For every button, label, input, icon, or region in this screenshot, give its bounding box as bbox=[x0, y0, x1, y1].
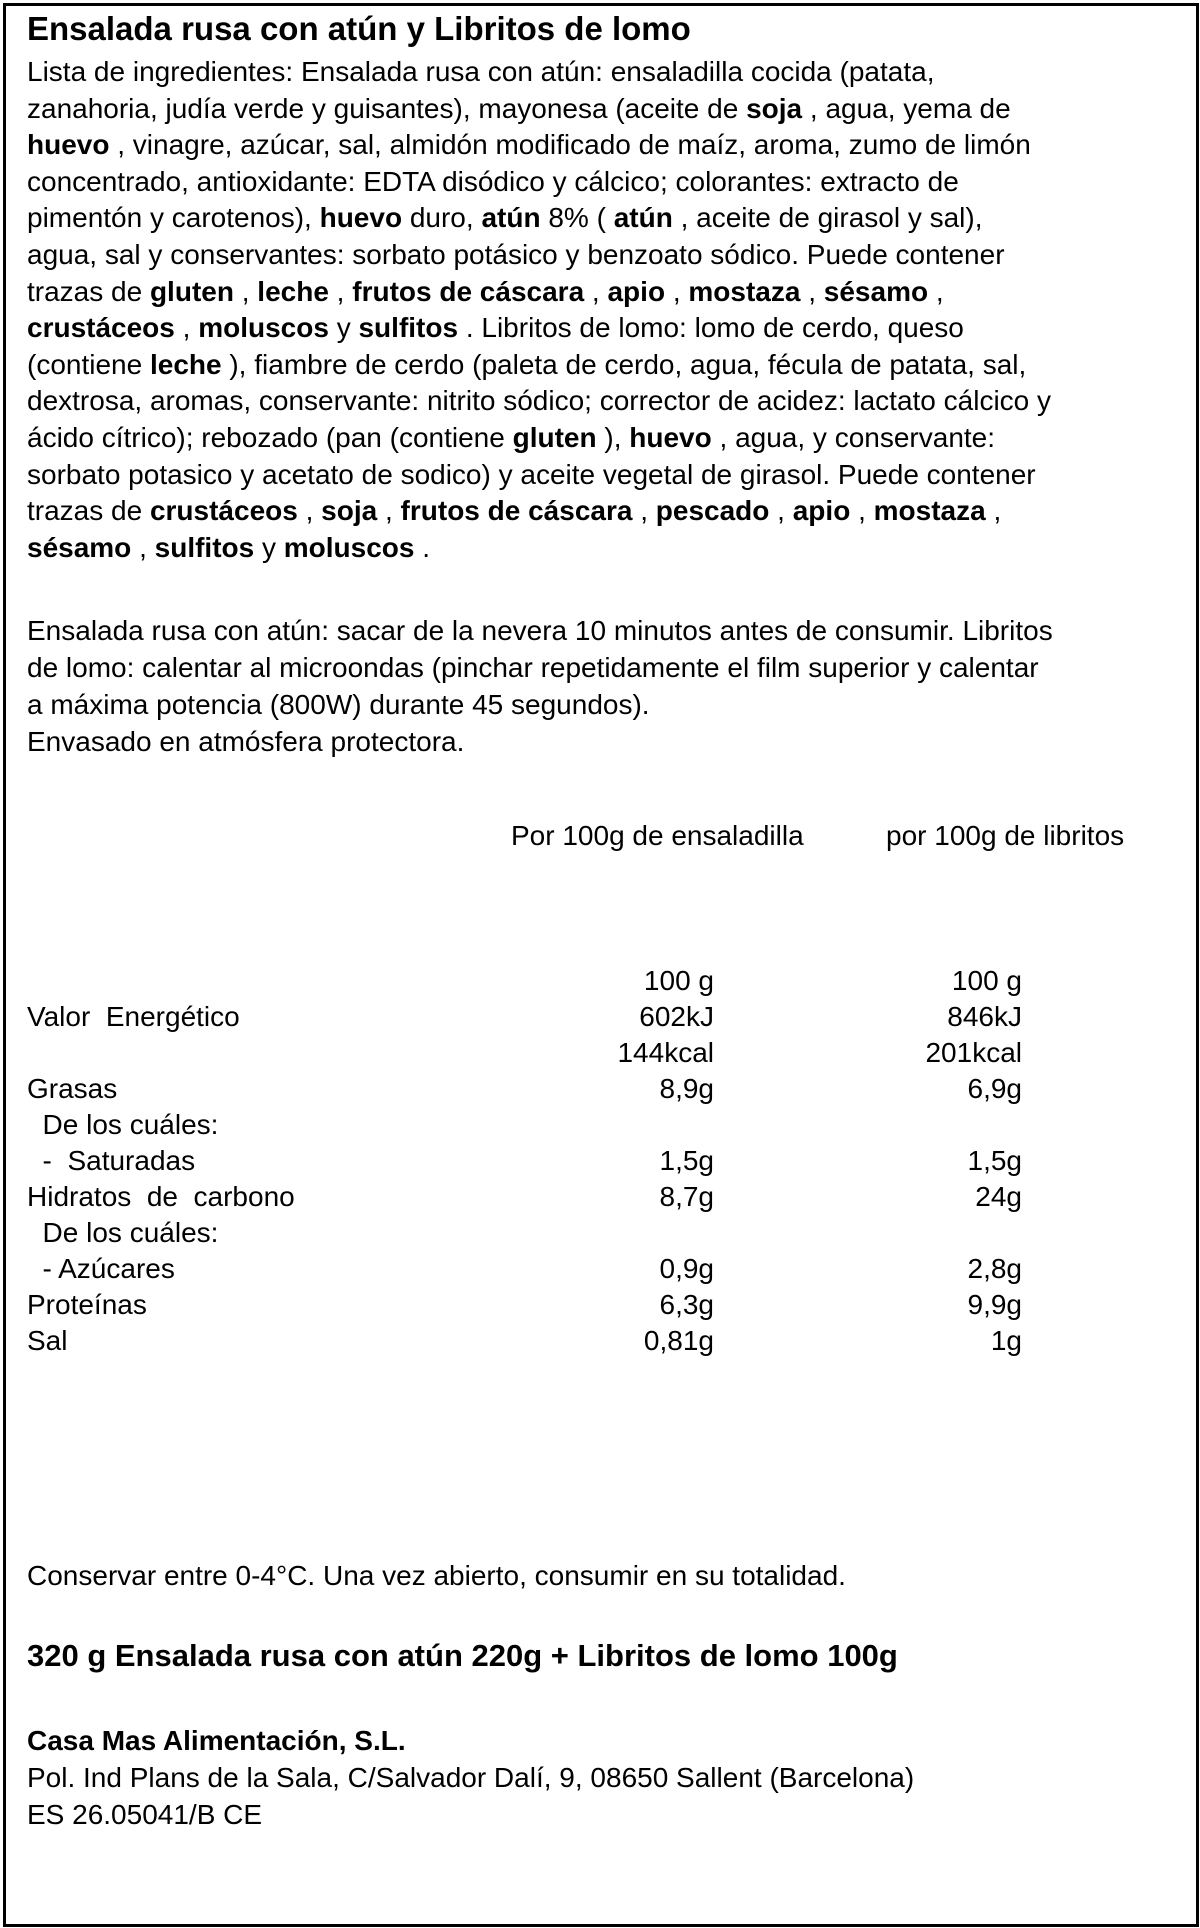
allergen-text: sésamo bbox=[823, 275, 929, 307]
allergen-text: sésamo bbox=[27, 531, 132, 563]
ingredients-line bbox=[27, 164, 1167, 201]
ingredient-text: ), fiambre de cerdo (paleta de cerdo, agua, fécula de patata, sal, bbox=[221, 348, 1027, 380]
allergen-text: gluten bbox=[512, 421, 597, 453]
nutrition-value-libritos: 846kJ bbox=[947, 1001, 1022, 1032]
nutrition-value-libritos: 6,9g bbox=[967, 1073, 1022, 1104]
ingredient-text: . Libritos de lomo: lomo de cerdo, queso bbox=[458, 312, 964, 344]
nutrition-header-libritos: por 100g de libritos bbox=[886, 820, 1125, 851]
ingredient-text: sorbato potasico y acetato de sodico) y aceite vegetal de girasol. Puede contener bbox=[27, 458, 1036, 490]
company-address: Pol. Ind Plans de la Sala, C/Salvador Dalí, 9, 08650 Sallent (Barcelona) bbox=[27, 1762, 915, 1793]
ingredients-line bbox=[27, 237, 1167, 274]
allergen-text: huevo bbox=[27, 129, 110, 161]
ingredients-line bbox=[27, 54, 1167, 91]
ingredients-line bbox=[27, 457, 1167, 494]
ingredient-text: , bbox=[297, 495, 322, 527]
ingredient-text: Lista de ingredientes: Ensalada rusa con atún: ensaladilla cocida (patata, bbox=[27, 56, 935, 87]
allergen-text: huevo bbox=[629, 421, 712, 453]
nutrition-value-ensaladilla: 144kcal bbox=[617, 1037, 714, 1068]
ingredient-text: , bbox=[328, 275, 353, 307]
ingredient-text: , bbox=[985, 495, 1002, 527]
nutrition-value-ensaladilla: 6,3g bbox=[659, 1289, 714, 1320]
label-document bbox=[3, 3, 1199, 1927]
allergen-text: crustáceos bbox=[149, 495, 298, 527]
ingredient-text: , bbox=[584, 275, 608, 307]
allergen-text: soja bbox=[321, 495, 378, 527]
allergen-text: crustáceos bbox=[27, 312, 175, 344]
ingredient-text: agua, sal y conservantes: sorbato potásico y benzoato sódico. Puede contener bbox=[27, 238, 1005, 270]
ingredients-line bbox=[27, 383, 1167, 420]
ingredient-text: zanahoria, judía verde y guisantes), mayonesa (aceite de bbox=[27, 92, 747, 124]
allergen-text: frutos de cáscara bbox=[400, 495, 633, 527]
allergen-text: atún bbox=[481, 202, 541, 234]
allergen-text: frutos de cáscara bbox=[352, 275, 585, 307]
ingredient-text: y bbox=[254, 531, 284, 563]
ingredient-text: , bbox=[850, 495, 874, 527]
ingredient-text: , bbox=[131, 531, 155, 563]
nutrition-value-ensaladilla: 0,9g bbox=[659, 1253, 714, 1284]
storage-instructions: Conservar entre 0-4°C. Una vez abierto, consumir en su totalidad. bbox=[27, 1560, 846, 1591]
allergen-text: apio bbox=[607, 275, 666, 307]
ingredient-text: , bbox=[377, 495, 401, 527]
allergen-text: soja bbox=[746, 92, 803, 124]
nutrition-value-ensaladilla: 602kJ bbox=[639, 1001, 714, 1032]
allergen-text: huevo bbox=[319, 202, 403, 234]
ingredient-text: , bbox=[800, 275, 824, 307]
ingredient-text: dextrosa, aromas, conservante: nitrito sódico; corrector de acidez: lactato cálcico y bbox=[27, 385, 1052, 417]
registry-number: ES 26.05041/B CE bbox=[27, 1799, 263, 1830]
ingredient-text: 8% ( bbox=[540, 202, 614, 234]
allergen-text: mostaza bbox=[688, 275, 801, 307]
ingredient-text: duro, bbox=[402, 202, 482, 234]
ingredient-text: , vinagre, azúcar, sal, almidón modificado de maíz, aroma, zumo de limón bbox=[109, 129, 1031, 161]
nutrition-value-libritos: 24g bbox=[975, 1181, 1022, 1212]
allergen-text: pescado bbox=[655, 495, 770, 527]
nutrition-label: Hidratos de carbono bbox=[27, 1181, 295, 1212]
instruction-line: Envasado en atmósfera protectora. bbox=[27, 726, 465, 757]
nutrition-value-ensaladilla: 8,9g bbox=[659, 1073, 714, 1104]
nutrition-label: Valor Energético bbox=[27, 1001, 240, 1032]
ingredient-text: , agua, yema de bbox=[802, 92, 1011, 124]
ingredient-text: concentrado, antioxidante: EDTA disódico y cálcico; colorantes: extracto de bbox=[27, 165, 959, 197]
ingredient-text: , aceite de girasol y sal), bbox=[672, 202, 983, 234]
allergen-text: sulfitos bbox=[154, 531, 255, 563]
ingredients-line bbox=[27, 530, 1167, 567]
ingredient-text: (contiene bbox=[27, 348, 150, 380]
allergen-text: leche bbox=[149, 348, 222, 380]
nutrition-value-ensaladilla: 1,5g bbox=[659, 1145, 714, 1176]
ingredient-text: , bbox=[174, 312, 199, 344]
allergen-text: sulfitos bbox=[358, 312, 459, 344]
ingredients-line bbox=[27, 493, 1167, 530]
ingredient-text: , bbox=[632, 495, 656, 527]
nutrition-header-ensaladilla: Por 100g de ensaladilla bbox=[511, 820, 804, 851]
nutrition-label: - Saturadas bbox=[27, 1145, 196, 1176]
ingredients-line bbox=[27, 274, 1167, 311]
ingredient-text: trazas de bbox=[27, 275, 150, 307]
allergen-text: moluscos bbox=[283, 531, 415, 563]
ingredients-line bbox=[27, 347, 1167, 384]
ingredient-text: , bbox=[665, 275, 689, 307]
ingredients-line bbox=[27, 420, 1167, 457]
ingredient-text: , bbox=[233, 275, 258, 307]
nutrition-value-ensaladilla: 0,81g bbox=[643, 1325, 714, 1356]
ingredients-list bbox=[27, 54, 1167, 566]
ingredient-text: , bbox=[769, 495, 793, 527]
ingredient-text: ácido cítrico); rebozado (pan (contiene bbox=[27, 421, 513, 453]
instruction-line: a máxima potencia (800W) durante 45 segundos). bbox=[27, 689, 650, 720]
ingredient-text: . bbox=[414, 531, 431, 563]
allergen-text: leche bbox=[257, 275, 329, 307]
ingredient-text: trazas de bbox=[27, 495, 150, 527]
nutrition-value-libritos: 2,8g bbox=[967, 1253, 1022, 1284]
nutrition-value-libritos: 201kcal bbox=[925, 1037, 1022, 1068]
net-weight: 320 g Ensalada rusa con atún 220g + Libritos de lomo 100g bbox=[27, 1638, 898, 1673]
ingredient-text: , agua, y conservante: bbox=[711, 421, 996, 453]
preparation-instructions bbox=[27, 612, 1167, 760]
ingredients-line bbox=[27, 91, 1167, 128]
nutrition-value-libritos: 1,5g bbox=[967, 1145, 1022, 1176]
nutrition-label: Sal bbox=[27, 1325, 68, 1356]
ingredients-line bbox=[27, 127, 1167, 164]
nutrition-value-ensaladilla: 8,7g bbox=[659, 1181, 714, 1212]
ingredient-text: ), bbox=[596, 421, 630, 453]
ingredients-line bbox=[27, 200, 1167, 237]
product-title: Ensalada rusa con atún y Libritos de lomo bbox=[27, 10, 691, 47]
instruction-line: Ensalada rusa con atún: sacar de la nevera 10 minutos antes de consumir. Libritos bbox=[27, 615, 1053, 646]
allergen-text: moluscos bbox=[198, 312, 329, 344]
nutrition-label: Grasas bbox=[27, 1073, 118, 1104]
ingredient-text: pimentón y carotenos), bbox=[27, 202, 320, 234]
allergen-text: mostaza bbox=[873, 495, 986, 527]
company-name: Casa Mas Alimentación, S.L. bbox=[27, 1725, 406, 1756]
nutrition-label: De los cuáles: bbox=[27, 1217, 219, 1248]
nutrition-label: Proteínas bbox=[27, 1289, 147, 1320]
ingredient-text: , bbox=[928, 275, 944, 307]
instruction-line: de lomo: calentar al microondas (pinchar repetidamente el film superior y calentar bbox=[27, 652, 1039, 683]
nutrition-label: - Azúcares bbox=[27, 1253, 175, 1284]
nutrition-value-ensaladilla: 100 g bbox=[643, 965, 714, 996]
allergen-text: gluten bbox=[149, 275, 234, 307]
nutrition-label: De los cuáles: bbox=[27, 1109, 219, 1140]
nutrition-value-libritos: 100 g bbox=[951, 965, 1022, 996]
nutrition-value-libritos: 1g bbox=[990, 1325, 1022, 1356]
allergen-text: atún bbox=[613, 202, 673, 234]
ingredient-text: y bbox=[328, 312, 359, 344]
ingredients-line bbox=[27, 310, 1167, 347]
nutrition-value-libritos: 9,9g bbox=[967, 1289, 1022, 1320]
allergen-text: apio bbox=[792, 495, 851, 527]
